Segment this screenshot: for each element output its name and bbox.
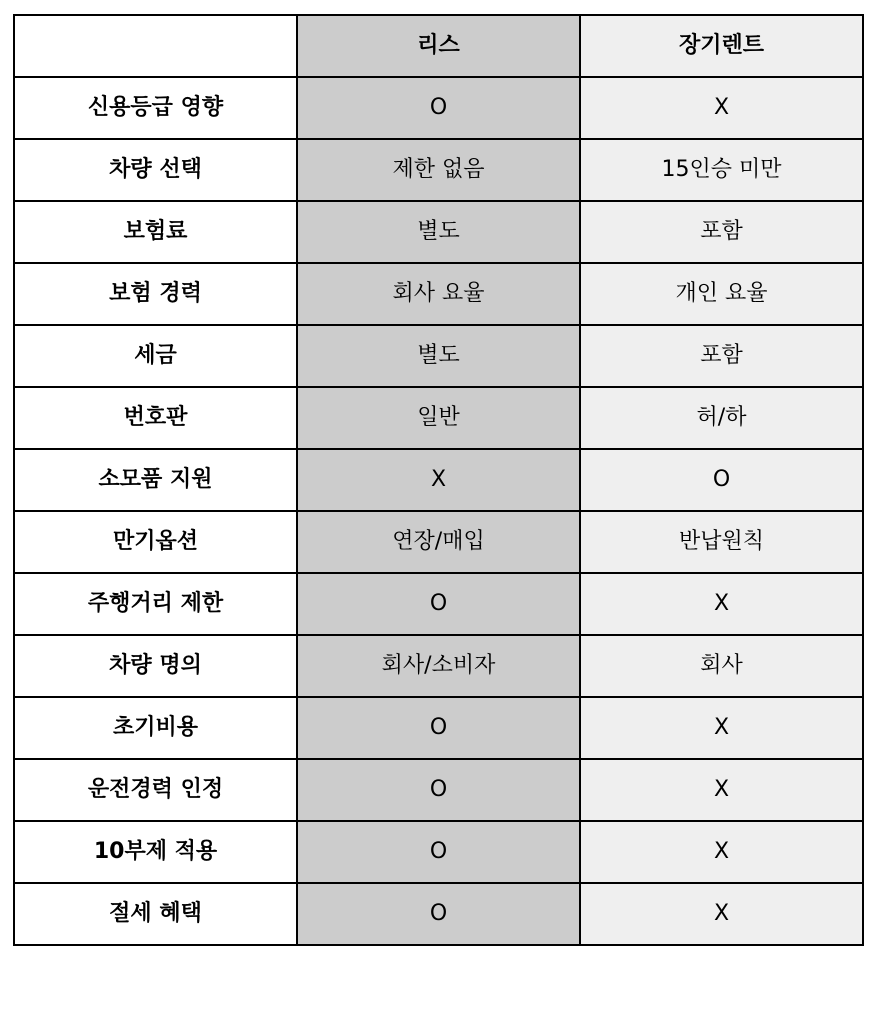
header-cell-lease: 리스	[297, 15, 580, 77]
rent-value-cell: 허/하	[580, 387, 863, 449]
header-cell-empty	[14, 15, 297, 77]
table-row	[14, 635, 863, 697]
table-row	[14, 697, 863, 759]
table-header-row	[14, 15, 863, 77]
rent-value-cell: X	[580, 883, 863, 945]
row-label-cell: 주행거리 제한	[14, 573, 297, 635]
lease-value-cell: O	[297, 821, 580, 883]
rent-value-cell: 개인 요율	[580, 263, 863, 325]
row-label-cell: 만기옵션	[14, 511, 297, 573]
table-row	[14, 139, 863, 201]
row-label-cell: 보험 경력	[14, 263, 297, 325]
row-label-cell: 절세 혜택	[14, 883, 297, 945]
row-label-cell: 소모품 지원	[14, 449, 297, 511]
row-label-cell: 보험료	[14, 201, 297, 263]
table-row	[14, 821, 863, 883]
rent-value-cell: 포함	[580, 201, 863, 263]
table-row	[14, 511, 863, 573]
lease-value-cell: O	[297, 883, 580, 945]
rent-value-cell: X	[580, 77, 863, 139]
lease-value-cell: O	[297, 573, 580, 635]
row-label-cell: 10부제 적용	[14, 821, 297, 883]
lease-value-cell: X	[297, 449, 580, 511]
rent-value-cell: 회사	[580, 635, 863, 697]
table-body	[14, 15, 863, 945]
table-row	[14, 77, 863, 139]
table-row	[14, 387, 863, 449]
row-label-cell: 세금	[14, 325, 297, 387]
lease-value-cell: O	[297, 77, 580, 139]
rent-value-cell: 15인승 미만	[580, 139, 863, 201]
lease-value-cell: 회사 요율	[297, 263, 580, 325]
lease-value-cell: O	[297, 697, 580, 759]
rent-value-cell: O	[580, 449, 863, 511]
table-row	[14, 573, 863, 635]
lease-value-cell: 별도	[297, 325, 580, 387]
lease-vs-rent-comparison-table	[13, 14, 864, 946]
lease-value-cell: O	[297, 759, 580, 821]
table-row	[14, 325, 863, 387]
lease-value-cell: 연장/매입	[297, 511, 580, 573]
header-cell-long-term-rent: 장기렌트	[580, 15, 863, 77]
lease-value-cell: 별도	[297, 201, 580, 263]
table-row	[14, 201, 863, 263]
rent-value-cell: X	[580, 573, 863, 635]
rent-value-cell: X	[580, 697, 863, 759]
lease-value-cell: 회사/소비자	[297, 635, 580, 697]
row-label-cell: 차량 선택	[14, 139, 297, 201]
lease-value-cell: 제한 없음	[297, 139, 580, 201]
row-label-cell: 초기비용	[14, 697, 297, 759]
comparison-table-container	[13, 14, 864, 946]
row-label-cell: 운전경력 인정	[14, 759, 297, 821]
row-label-cell: 차량 명의	[14, 635, 297, 697]
lease-value-cell: 일반	[297, 387, 580, 449]
row-label-cell: 신용등급 영향	[14, 77, 297, 139]
table-row	[14, 883, 863, 945]
table-row	[14, 449, 863, 511]
rent-value-cell: 포함	[580, 325, 863, 387]
rent-value-cell: X	[580, 759, 863, 821]
rent-value-cell: X	[580, 821, 863, 883]
table-row	[14, 759, 863, 821]
row-label-cell: 번호판	[14, 387, 297, 449]
table-row	[14, 263, 863, 325]
rent-value-cell: 반납원칙	[580, 511, 863, 573]
